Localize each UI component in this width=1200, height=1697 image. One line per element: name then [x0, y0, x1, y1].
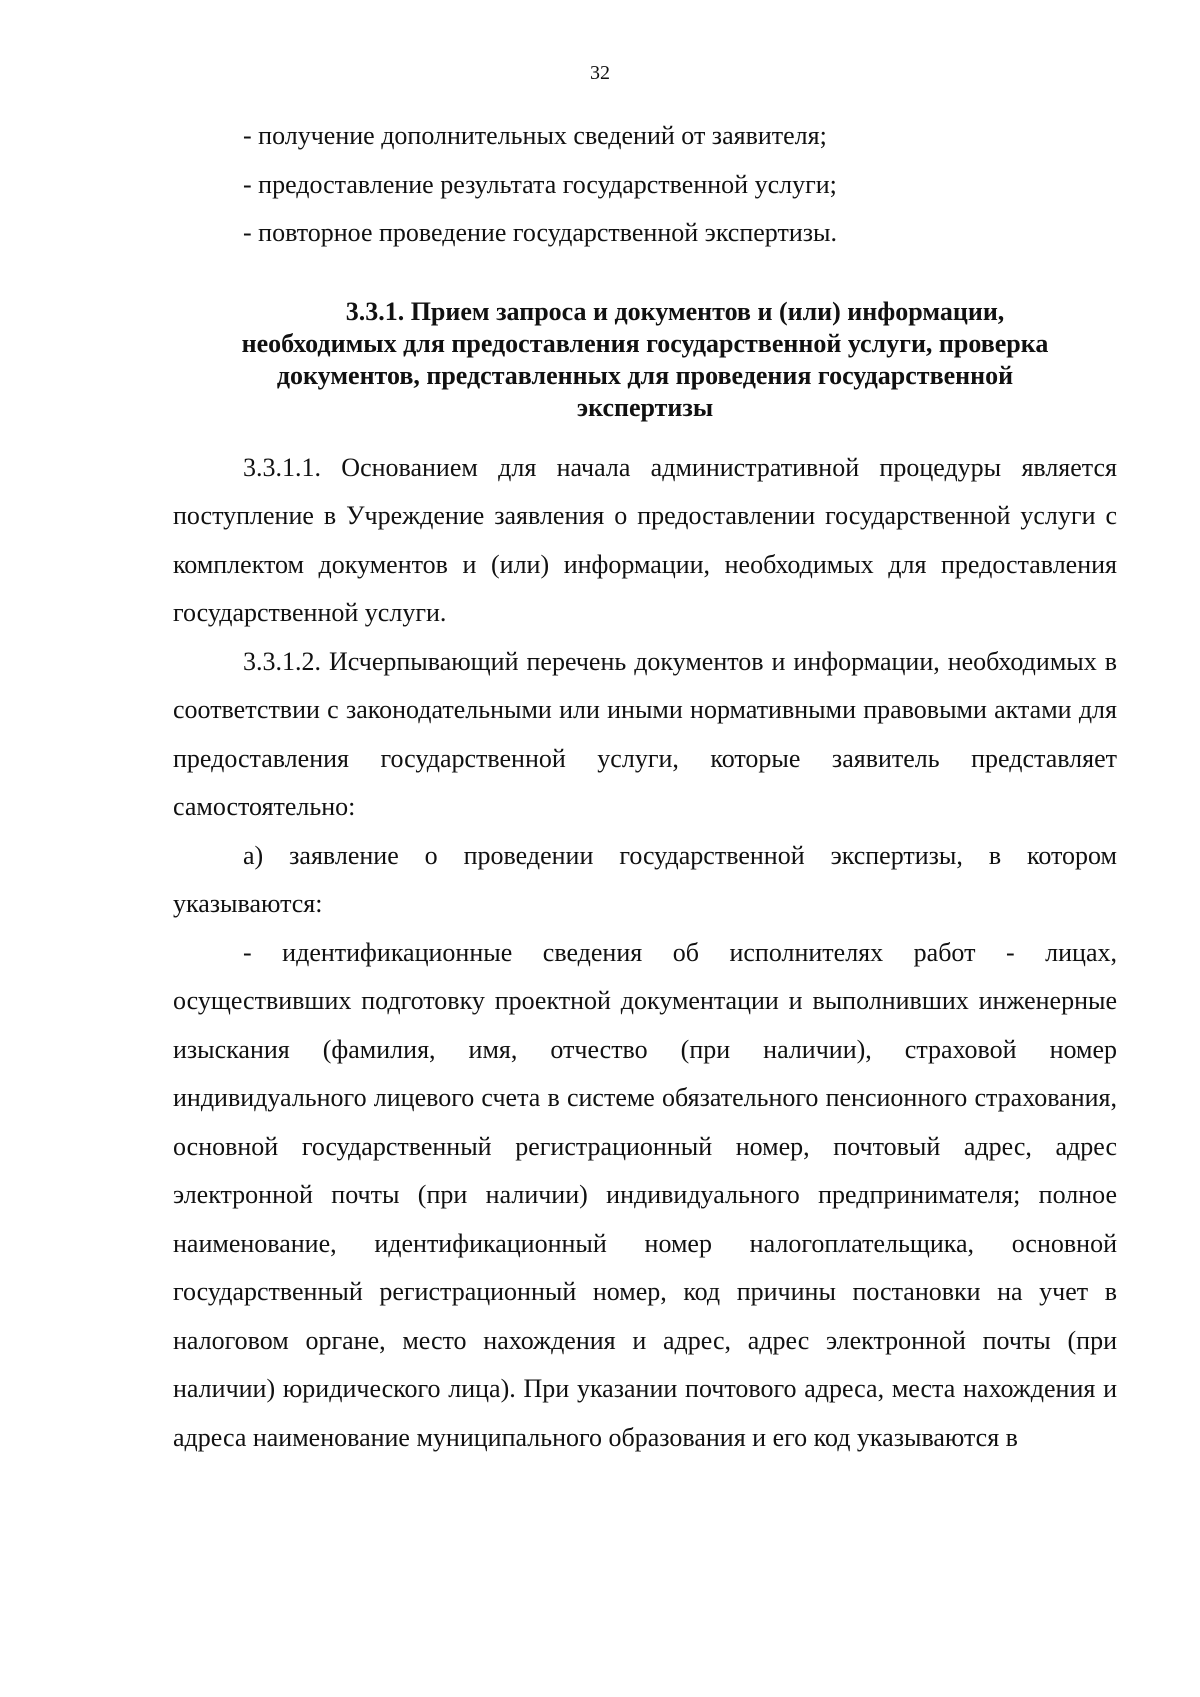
section-heading-line: необходимых для предоставления государственной услуги, проверка: [241, 328, 1049, 358]
section-heading-line: документов, представленных для проведения государственной: [276, 360, 1014, 390]
paragraph: а) заявление о проведении государственной экспертизы, в котором указываются:: [173, 840, 1117, 918]
intro-item: - получение дополнительных сведений от заявителя;: [243, 121, 827, 150]
paragraph: - идентификационные сведения об исполнителях работ - лицах, осуществивших подготовку проектной документации и выполнивших инженерные изыскания (фамилия, имя, отчество (при наличии), страховой номер индивидуального лицевого счета в системе обязательного пенсионного страхования, основной государственный регистрационный номер, почтовый адрес, адрес электронной почты (при наличии) индивидуального предпринимателя; полное наименование, идентификационный номер налогоплательщика, основной государственный регистрационный номер, код причины постановки на учет в налоговом органе, место нахождения и адрес, адрес электронной почты (при наличии) юридического лица). При указании почтового адреса, места нахождения и адреса наименование муниципального образования и его код указываются в: [173, 937, 1117, 1452]
page-number: 32: [590, 62, 610, 84]
section-heading: [173, 296, 1117, 424]
section-heading-line: 3.3.1. Прием запроса и документов и (или) информации,: [345, 296, 1005, 326]
page-content: [173, 112, 1117, 1462]
section-heading-line: экспертизы: [576, 392, 714, 422]
intro-item: - повторное проведение государственной экспертизы.: [243, 218, 837, 247]
paragraph: 3.3.1.2. Исчерпывающий перечень документов и информации, необходимых в соответствии с законодательными или иными нормативными правовыми актами для предоставления государственной услуги, которые заявитель представляет самостоятельно:: [173, 646, 1117, 821]
intro-item: - предоставление результата государственной услуги;: [243, 169, 837, 199]
paragraph: 3.3.1.1. Основанием для начала административной процедуры является поступление в Учреждение заявления о предоставлении государственной услуги с комплектом документов и (или) информации, необходимых для предоставления государственной услуги.: [173, 452, 1117, 627]
